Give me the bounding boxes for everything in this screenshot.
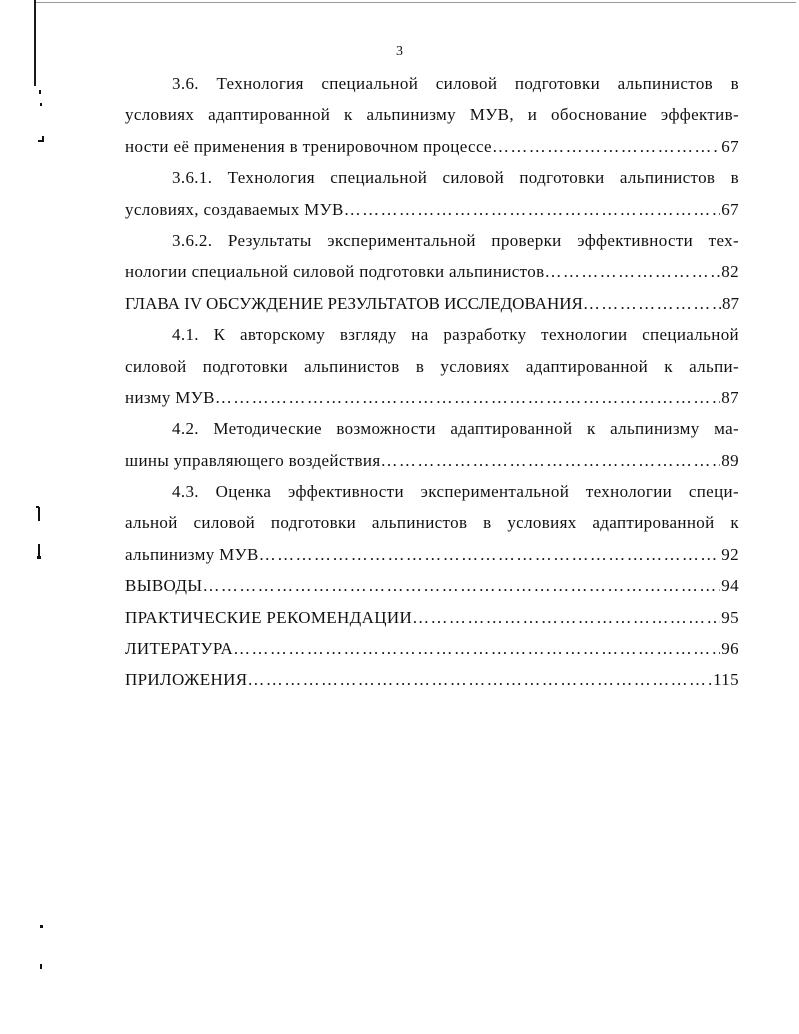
toc-page-number: 115 [713, 670, 739, 690]
toc-entry [125, 539, 739, 570]
dot-leader [202, 570, 720, 601]
toc-page-number: 95 [721, 607, 739, 627]
scan-speck [38, 544, 40, 556]
toc-page-number: 67 [721, 199, 739, 219]
toc-entry-line: 3.6.2. Результаты экспериментальной проверки эффективности тех- [172, 230, 739, 250]
dot-leader [247, 664, 712, 695]
toc-entry [125, 664, 739, 695]
toc-entry-title: ности её применения в тренировочном процессе [125, 136, 492, 156]
toc-entry-line: силовой подготовки альпинистов в условиях адаптированной к альпи- [125, 356, 739, 376]
toc-entry [125, 131, 739, 162]
toc-entry-title: нологии специальной силовой подготовки альпинистов [125, 262, 545, 282]
toc-page-number: 92 [721, 544, 739, 564]
toc-page-number: 87 [721, 387, 739, 407]
toc-entry [125, 445, 739, 476]
toc-entry-line: 3.6. Технология специальной силовой подготовки альпинистов в [172, 74, 739, 93]
dot-leader [492, 131, 720, 162]
scan-speck [40, 925, 43, 928]
dot-leader [344, 194, 721, 225]
toc-entry-title: шины управляющего воздействия [125, 450, 381, 470]
toc-page-number: 96 [721, 639, 739, 659]
toc-entry-title: ГЛАВА IV ОБСУЖДЕНИЕ РЕЗУЛЬТАТОВ ИССЛЕДОВАНИЯ [125, 293, 583, 313]
dot-leader [412, 602, 720, 633]
toc-entry-line: 4.1. К авторскому взгляду на разработку технологии специальной [172, 325, 739, 345]
scan-left-edge [34, 0, 36, 86]
toc-entry-title: низму МУВ [125, 387, 215, 407]
dot-leader [544, 256, 720, 287]
scan-speck [39, 90, 41, 94]
scan-top-border [36, 2, 796, 3]
toc-entry [125, 288, 739, 319]
dot-leader [381, 445, 721, 476]
toc-page-number: 87 [722, 293, 739, 313]
table-of-contents [125, 68, 739, 696]
toc-entry [125, 194, 739, 225]
toc-page-number: 89 [721, 450, 739, 470]
scan-speck [37, 556, 41, 559]
toc-entry-line: 3.6.1. Технология специальной силовой подготовки альпинистов в [172, 168, 739, 188]
toc-entry [125, 256, 739, 287]
toc-entry-title: ЛИТЕРАТУРА [125, 639, 234, 659]
scan-speck [40, 103, 42, 106]
toc-entry-line: альной силовой подготовки альпинистов в условиях адаптированной к [125, 513, 739, 533]
toc-entry-line: условиях адаптированной к альпинизму МУВ, и обоснование эффектив- [125, 105, 739, 125]
dot-leader [233, 633, 720, 664]
toc-entry-title: ПРИЛОЖЕНИЯ [125, 670, 248, 690]
dot-leader [215, 382, 720, 413]
toc-entry [125, 382, 739, 413]
toc-entry-line: 4.3. Оценка эффективности экспериментальной технологии специ- [172, 482, 739, 502]
dot-leader [583, 288, 721, 319]
toc-entry [125, 602, 739, 633]
scan-speck [36, 506, 39, 508]
scan-speck [42, 136, 44, 142]
toc-entry-title: ПРАКТИЧЕСКИЕ РЕКОМЕНДАЦИИ [125, 607, 413, 627]
toc-page-number: 67 [721, 136, 739, 156]
page-number: 3 [396, 44, 403, 59]
toc-entry [125, 633, 739, 664]
toc-page-number: 82 [721, 262, 739, 282]
dot-leader [259, 539, 721, 570]
toc-entry-line: 4.2. Методические возможности адаптированной к альпинизму ма- [172, 419, 739, 439]
toc-entry-title: условиях, создаваемых МУВ [125, 199, 344, 219]
toc-entry [125, 570, 739, 601]
scan-speck [38, 507, 40, 521]
toc-page-number: 94 [721, 576, 739, 596]
scan-speck [40, 964, 42, 969]
toc-entry-title: альпинизму МУВ [125, 544, 259, 564]
toc-entry-title: ВЫВОДЫ [125, 576, 203, 596]
